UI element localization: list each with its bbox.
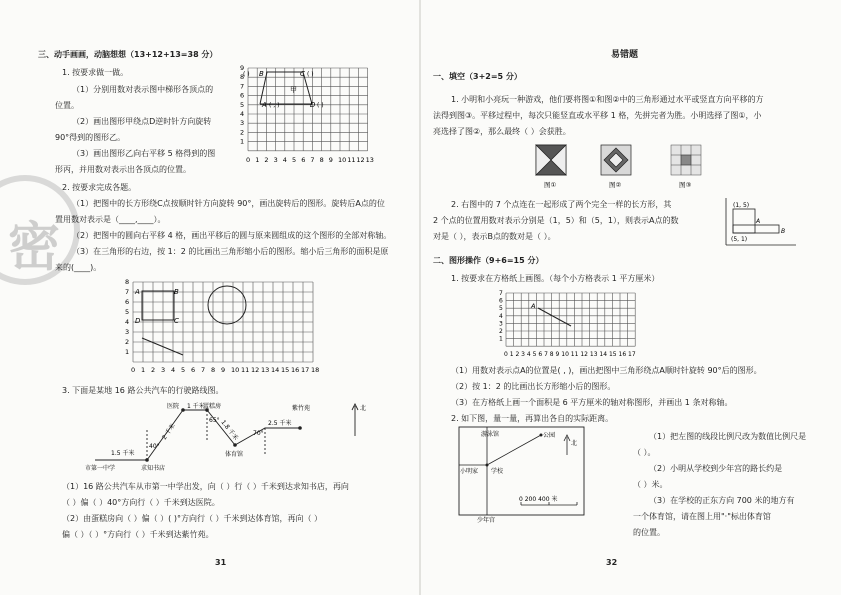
grid2-y-tick-7: 8 [125, 278, 130, 286]
grid2-y-tick-6: 7 [125, 288, 130, 296]
route-bamboo-label: 紫竹苑 [292, 405, 311, 412]
grid1-x-tick-0: 0 [246, 156, 251, 164]
grid2-x-tick-10: 10 [231, 366, 240, 374]
q2-2-line: （2）把图中的圆向右平移 4 格，画出平移后的圆与原来圆组成的这个图形的全部对称轴。 [72, 231, 392, 240]
r-q1-line-a: 1. 小明和小亮玩一种游戏，他们要将图①和图②中的三角形通过水平或竖直方向平移的方 [451, 95, 764, 104]
map-north: 北 [571, 440, 578, 447]
op1-3: （3）在方格纸上画一个面积是 6 平方厘米的轴对称图形，并画出 1 条对称轴。 [451, 398, 733, 407]
route-d5: 2.5 千米 [268, 420, 292, 427]
grid3-y-ticks [499, 290, 503, 343]
op1-2: （2）按 1：2 的比画出长方形缩小后的图形。 [451, 382, 616, 391]
grid2-x-tick-0: 0 [131, 366, 136, 374]
op2-title: 2. 如下图，量一量，再算出各自的实际距离。 [451, 414, 614, 423]
grid3-y-tick-0: 1 [499, 335, 503, 343]
op2-3-line-a: （3）在学校的正东方向 700 米的地方有 [649, 496, 795, 505]
grid1-x-tick-6: 6 [301, 156, 306, 164]
grid1-x-tick-13: 13 [365, 156, 374, 164]
coord-figure [721, 195, 801, 250]
stop-bamboo [298, 426, 302, 430]
page-number-left: 31 [215, 558, 227, 567]
grid3-y-tick-5: 6 [499, 297, 503, 305]
grid2-x-tick-14: 14 [271, 366, 280, 374]
q3-2-line-b: 偏（ ）（ ）°方向行（ ）千米到达紫竹苑。 [62, 530, 214, 539]
left-page [0, 0, 420, 595]
r-q2-line-c: 对是（ ），表示B点的数对是（ ）。 [433, 232, 556, 241]
q1-2-line-a: （2）画出图形甲绕点D逆时针方向旋转 [72, 117, 212, 126]
fig3 [671, 145, 701, 175]
route-a2: 65° [209, 417, 220, 424]
q2-3-line-b: 来的(____)。 [55, 263, 102, 272]
grid1-label-a-val: ( , ) [269, 102, 280, 109]
grid1-x-tick-7: 7 [310, 156, 315, 164]
grid2-y-tick-4: 5 [125, 308, 130, 316]
grid3-label-a: A [531, 302, 536, 310]
grid1-x-ticks [246, 156, 374, 164]
grid2-x-tick-9: 9 [221, 366, 226, 374]
route-d4: 1.8 千米 [219, 418, 240, 442]
grid2-y-tick-5: 6 [125, 298, 130, 306]
grid2-x-tick-16: 16 [291, 366, 300, 374]
grid1-figure [240, 62, 400, 182]
grid2-lines [133, 282, 313, 362]
section1-title: 一、填空（3+2=5 分） [433, 72, 522, 81]
grid1-label-a: A [262, 101, 267, 109]
q2-3-line-a: （3）在三角形的右边，按 1：2 的比画出三角形缩小后的图形。缩小后三角形的面积是原 [72, 247, 389, 256]
op2-3-line-c: 的位置。 [633, 528, 665, 537]
q1-1-line-b: 位置。 [55, 101, 79, 110]
stop-stadium [233, 443, 237, 447]
map-youth: 少年宫 [477, 517, 496, 524]
grid3-y-tick-6: 7 [499, 290, 503, 297]
grid1-y-tick-5: 6 [240, 91, 245, 100]
grid1-y-tick-2: 3 [240, 119, 245, 128]
map-home-dot [486, 464, 489, 467]
grid1-y-tick-1: 2 [240, 128, 245, 137]
grid1-x-tick-3: 3 [273, 156, 278, 164]
grid1-label-b: B [259, 70, 264, 78]
grid1-x-tick-5: 5 [292, 156, 297, 164]
r-q2-line-b: 2 个点的位置用数对表示分别是（1，5）和（5，1），则表示A点的数 [433, 216, 679, 225]
grid3-figure [496, 290, 706, 360]
route-school-label: 市第一中学 [85, 465, 116, 472]
grid3-y-tick-2: 3 [499, 320, 503, 328]
grid2-x-tick-8: 8 [211, 366, 216, 374]
r-q1-line-b: 法得到图③。平移过程中，每次只能竖直或水平移 1 格，先拼完者为胜。小明选择了图①，小 [433, 111, 762, 120]
grid1-lines [248, 68, 368, 151]
fig1-label: 图① [544, 181, 557, 189]
grid1-x-tick-9: 9 [328, 156, 333, 164]
stop-bookstore [145, 458, 149, 462]
coord-p15: (1, 5) [733, 202, 750, 209]
grid2-y-tick-0: 1 [125, 348, 130, 356]
stamp-seal-char: 密 [8, 218, 61, 278]
right-title: 易错题 [611, 50, 639, 60]
grid2-x-tick-2: 2 [151, 366, 156, 374]
grid2-x-tick-18: 18 [311, 366, 320, 374]
grid1-y-tick-0: 1 [240, 137, 245, 146]
route-north: 北 [360, 405, 367, 412]
grid2-x-tick-4: 4 [171, 366, 176, 374]
grid2-x-tick-13: 13 [261, 366, 270, 374]
route-stadium-label: 体育馆 [225, 451, 244, 458]
op2-1-line-a: （1）把左图的线段比例尺改为数值比例尺是 [649, 432, 807, 441]
grid1-y-tick-6: 7 [240, 82, 245, 91]
grid1-x-tick-11: 11 [347, 156, 356, 164]
q1-3-line-b: 形丙，并用数对表示出各顶点的位置。 [55, 165, 191, 174]
grid3-x-ticks: 0 1 2 3 4 5 6 7 8 9 10 11 12 13 14 15 16 17 [504, 351, 636, 358]
coord-p51: (5, 1) [731, 236, 748, 243]
grid1-x-tick-4: 4 [282, 156, 287, 164]
grid1-label-b-val: ( ) [243, 71, 250, 78]
grid2-label-a: A [135, 288, 140, 296]
stop-hospital [181, 408, 185, 412]
route-bookstore-label: 求知书店 [141, 465, 166, 472]
r-q2-line-a: 2. 右图中的 7 个点连在一起形成了两个完全一样的长方形，其 [451, 200, 672, 209]
route-map [85, 400, 365, 472]
q1-1-line-a: （1）分别用数对表示图中梯形各顶点的 [72, 85, 214, 94]
puzzle-figures [536, 145, 726, 195]
fig1 [536, 145, 566, 175]
grid1-x-tick-1: 1 [255, 156, 260, 164]
grid2-y-tick-2: 3 [125, 328, 130, 336]
coord-a: A [756, 218, 761, 225]
grid1-x-tick-8: 8 [319, 156, 324, 164]
grid2-label-b: B [174, 288, 179, 296]
map-park: 公园 [543, 432, 556, 439]
q2-title: 2. 按要求完成各题。 [62, 183, 137, 192]
grid2-x-tick-11: 11 [241, 366, 250, 374]
grid3-y-tick-4: 5 [499, 305, 503, 313]
q3-2-line-a: （2）由蛋糕房向（ ）偏（ ）( )°方向行（ ）千米到达体育馆，再向（ ） [62, 514, 323, 523]
map-scale: 0 200 400 米 [519, 496, 558, 503]
grid1-y-tick-7: 8 [240, 73, 245, 82]
grid1-label-c: C [300, 70, 305, 78]
grid1-label-jia: 甲 [290, 86, 297, 94]
grid1-label-d-val: ( ) [317, 102, 324, 109]
grid2-triangle-line [142, 338, 183, 355]
grid1-x-tick-2: 2 [264, 156, 269, 164]
map-home: 小明家 [460, 468, 479, 475]
grid1-x-tick-10: 10 [338, 156, 347, 164]
route-d2: 2 千米 [160, 422, 177, 442]
grid1-y-tick-3: 4 [240, 110, 245, 118]
grid1-x-tick-12: 12 [356, 156, 365, 164]
op2-1-line-b: （ ）。 [633, 448, 656, 457]
grid2-x-tick-12: 12 [251, 366, 260, 374]
coord-b: B [781, 228, 786, 235]
grid1-y-tick-8: 9 [240, 64, 245, 72]
grid2-y-tick-3: 4 [125, 318, 130, 326]
route-a1: 40° [149, 443, 160, 450]
q2-1-line-a: （1）把图中的长方形绕C点按顺时针方向旋转 90°，画出旋转后的图形。旋转后A点的位 [72, 199, 385, 208]
grid2-y-tick-1: 2 [125, 338, 130, 346]
grid2-y-ticks [125, 278, 129, 356]
q1-title: 1. 按要求做一做。 [62, 68, 129, 77]
grid3-y-tick-3: 4 [499, 312, 503, 320]
grid3-y-tick-1: 2 [499, 328, 503, 335]
q1-3-line-a: （3）画出图形乙向右平移 5 格得到的图 [72, 149, 216, 158]
fig2 [601, 145, 631, 175]
fig2-label: 图② [609, 181, 622, 189]
grid1-label-c-val: ( ) [307, 71, 314, 78]
r-q1-line-c: 亮选择了图②，那么最终（ ）会获胜。 [433, 127, 571, 136]
section3-title: 三、动手画画，动脑想想（13+12+13=38 分） [38, 50, 218, 59]
q3-title: 3. 下面是某地 16 路公共汽车的行驶路线图。 [62, 386, 224, 395]
grid3-lines [506, 293, 635, 346]
grid1-label-d: D [310, 101, 316, 109]
grid2-figure [125, 280, 325, 385]
q3-1-line-b: （ ）偏（ ）40°方向行（ ）千米到达医院。 [62, 498, 220, 507]
grid1-y-ticks [240, 64, 244, 146]
op2-2-line-b: （ ）米。 [633, 480, 668, 489]
grid2-x-tick-17: 17 [301, 366, 310, 374]
op2-3-line-b: 一个体育馆，请在图上用"·"标出体育馆 [633, 512, 771, 521]
grid2-x-tick-3: 3 [161, 366, 166, 374]
route-d3: 1 千米 [187, 403, 205, 410]
grid2-x-tick-5: 5 [181, 366, 186, 374]
grid2-rectangle [142, 291, 174, 320]
grid2-x-ticks [131, 366, 319, 374]
grid2-x-tick-1: 1 [141, 366, 146, 374]
school-map [459, 425, 609, 524]
q2-1-line-b: 置用数对表示是（____,____）。 [55, 215, 166, 224]
route-hospital-label: 医院 [167, 403, 180, 410]
route-cake-label: 蛋糕房 [203, 403, 222, 410]
grid2-x-tick-15: 15 [281, 366, 290, 374]
right-page [421, 0, 841, 595]
q3-1-line-a: （1）16 路公共汽车从市第一中学出发，向（ ）行（ ）千米到达求知书店，再向 [62, 482, 349, 491]
grid2-x-tick-7: 7 [201, 366, 206, 374]
q1-2-line-b: 90°得到的图形乙。 [55, 133, 126, 142]
section2-title: 二、图形操作（9+6=15 分） [433, 256, 544, 265]
grid2-label-d: D [135, 317, 141, 325]
page-number-right: 32 [606, 558, 618, 567]
map-youyong: 游泳馆 [481, 431, 500, 438]
route-d1: 1.5 千米 [111, 450, 135, 457]
grid1-y-tick-4: 5 [240, 100, 245, 109]
route-a3: 70° [253, 430, 264, 437]
op1-1: （1）用数对表示点A的位置是( , )，画出把图中三角形绕点A顺时针旋转 90°后的图形。 [451, 366, 762, 375]
fig3-label: 图③ [679, 181, 692, 189]
op2-2-line-a: （2）小明从学校到少年宫的路长约是 [649, 464, 783, 473]
op1-title: 1. 按要求在方格纸上画图。（每个小方格表示 1 平方厘米） [451, 274, 660, 283]
map-school: 学校 [491, 468, 504, 475]
grid2-x-tick-6: 6 [191, 366, 196, 374]
grid2-label-c: C [174, 317, 179, 325]
